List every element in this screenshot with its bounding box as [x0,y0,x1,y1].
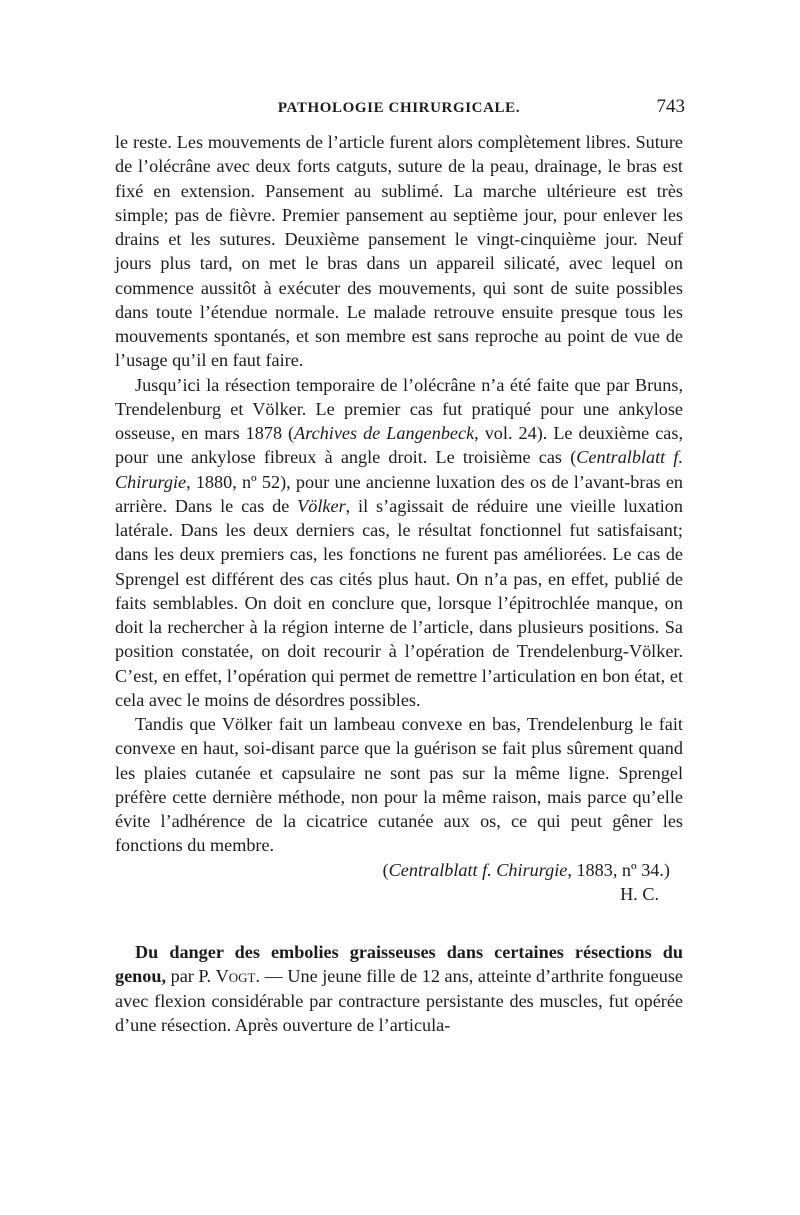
citation-journal: Centralblatt f. Chirurgie [388,859,568,880]
article-2-heading: Du danger des embolies graisseuses dans certaines résections du genou, [115,942,683,987]
article-2-author: Vogt [215,966,256,987]
journal-centralblatt: Centralblatt f. Chirurgie [115,447,684,492]
article-2-by: par P. [166,966,216,987]
text-block [115,130,683,1037]
article-2-text: . — Une jeune fille de 12 ans, atteinte d’arthrite fongueuse avec flexion considérable par contracture persistante des muscles, fut opérée d’une résection. Après ouverture de l’articula- [115,966,683,1035]
article-2-paragraph [115,940,683,1037]
paragraph-2 [115,373,683,713]
running-title: PATHOLOGIE CHIRURGICALE. [277,100,521,116]
paragraph-2-text-1: Jusqu’ici la résection temporaire de l’olécrâne n’a été faite que par Bruns, Trendelenburg et Völker. Le premier cas fut pratiqué pour une ankylose osseuse, en mars 1878 ( [115,374,683,443]
paragraph-2-text-4: , il s’agissait de réduire une vieille luxation latérale. Dans les deux derniers cas, le résultat fonctionnel fut satisfaisant; dans les deux premiers cas, les fonctions ne furent pas améliorées. Le cas de Sprengel est différent des cas cités plus haut. On n’a pas, en effet, publié de faits semblables. On doit en conclure que, lorsque l’épitrochlée manque, on doit la rechercher à la région interne de l’article, dans plusieurs positions. Sa position constatée, on doit recourir à l’opération de Trendelenburg-Völker. C’est, en effet, l’opération qui permet de remettre l’articulation en bon état, et cela avec le moins de désordres possibles. [115,495,683,710]
paragraph-3: Tandis que Völker fait un lambeau convexe en bas, Trendelenburg le fait convexe en haut, soi-disant parce que la guérison se fait plus sûrement quand les plaies cutanée et capsulaire ne sont pas sur la même ligne. Sprengel préfère cette dernière méthode, non pour la même raison, mais parce qu’elle évite l’adhérence de la cicatrice cutanée aux os, ce qui peut gêner les fonctions du membre. [115,714,683,856]
signature: H. C. [620,883,659,904]
paragraph-1: le reste. Les mouvements de l’article furent alors complètement libres. Suture de l’olécrâne avec deux forts catguts, suture de la peau, drainage, le bras est fixé en extension. Pansement au sublimé. La marche ultérieure est très simple; pas de fièvre. Premier pansement au septième jour, pour enlever les drains et les sutures. Deuxième pansement le vingt-cinquième jour. Neuf jours plus tard, on met le bras dans un appareil silicaté, avec lequel on commence aussitôt à exécuter des mouvements, qui sont de suite possibles dans toute l’étendue normale. Le malade retrouve ensuite presque tous les mouvements spontanés, et son membre est sans reproche au point de vue de l’usage qu’il en faut faire. [115,132,683,371]
journal-archives: Archives de Langenbeck [294,423,475,443]
citation [115,858,670,882]
citation-rest: , 1883, nº 34.) [567,859,670,880]
page-number: 743 [656,96,685,117]
citation-open: ( [382,859,389,880]
author-volker: Völker [297,495,346,516]
running-head [115,96,683,120]
paragraph-2-text-3: , 1880, nº 52), pour une ancienne luxation des os de l’avant-bras en arrière. Dans le cas de [115,471,683,516]
paragraph-2-text-2: , vol. 24). Le deuxième cas, pour une ankylose fibreux à angle droit. Le troisième cas ( [115,423,683,468]
